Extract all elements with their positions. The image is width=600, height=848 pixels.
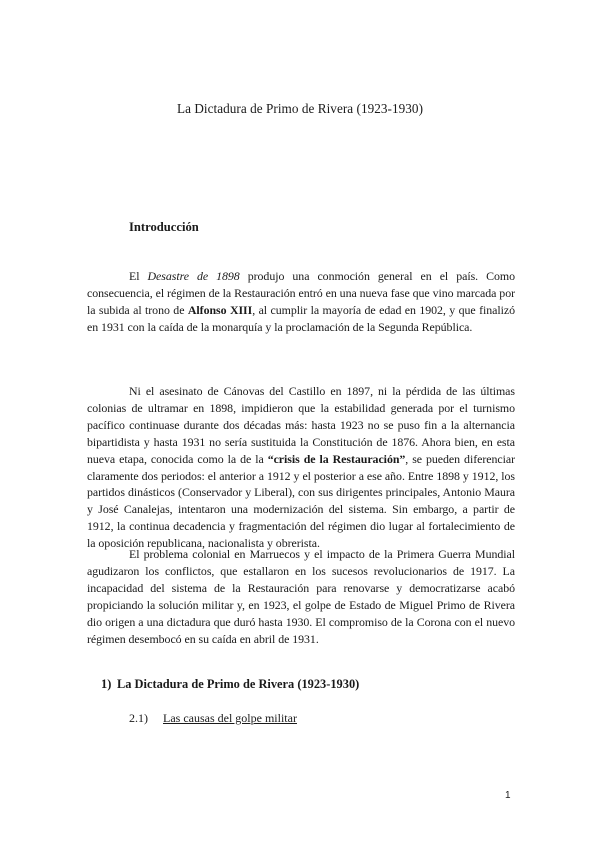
section-number: 1) (101, 677, 112, 691)
section-title: La Dictadura de Primo de Rivera (1923-1930) (117, 677, 360, 691)
paragraph-1-italic: Desastre de 1898 (147, 269, 240, 283)
subsection-heading (129, 711, 297, 726)
paragraph-1-text-a: El (129, 269, 148, 283)
subsection-number: 2.1) (129, 711, 148, 725)
paragraph-2-text-a: Ni el asesinato de Cánovas del Castillo en 1897, ni la pérdida de las últimas colonias de ultramar en 1898, impidieron que la estabilidad generada por el turnismo pacífico continuase durante dos décadas más: hasta 1923 no se puso fin a la alternancia bipartidista y hasta 1931 no sería sustituida la Constitución de 1876. Ahora bien, en esta nueva etapa, conocida como la de la (87, 384, 515, 466)
paragraph-3 (87, 546, 515, 647)
document-title: La Dictadura de Primo de Rivera (1923-1930) (176, 101, 424, 116)
paragraph-1-bold: Alfonso XIII (187, 302, 253, 317)
paragraph-2-bold: “crisis de la Restauración” (267, 451, 406, 466)
paragraph-1 (87, 268, 515, 336)
paragraph-1-text-c: , al cumplir la mayoría de edad en 1902, y que finalizó en 1931 con la caída de la monarquía y la proclamación de la Segunda República. (87, 302, 515, 334)
section-heading (101, 677, 359, 692)
intro-heading: Introducción (129, 220, 199, 234)
paragraph-1-text-b: produjo una conmoción general en el país. Como consecuencia, el régimen de la Restauración entró en una nueva fase que vino marcada por la subida al trono de (87, 269, 515, 317)
paragraph-2-text-b: , se pueden diferenciar claramente dos periodos: el anterior a 1912 y el posterior a ese año. Entre 1898 y 1912, los partidos dinásticos (Conservador y Liberal), con sus dirigentes principales, Antonio Maura y José Canalejas, intentaron una modernización del sistema. Sin embargo, a partir de 1912, la continua decadencia y fragmentación del régimen dio lugar al fortalecimiento de la oposición republicana, nacionalista y obrerista. (87, 451, 515, 551)
subsection-title: Las causas del golpe militar (163, 711, 297, 725)
paragraph-2 (87, 383, 515, 552)
paragraph-3-text: El problema colonial en Marruecos y el impacto de la Primera Guerra Mundial agudizaron los conflictos, que estallaron en los sucesos revolucionarios de 1917. La incapacidad del sistema de la Restauración para renovarse y democratizarse acabó propiciando la solución militar y, en 1923, el golpe de Estado de Miguel Primo de Rivera dio origen a una dictadura que duró hasta 1930. El compromiso de la Corona con el nuevo régimen desembocó en su caída en abril de 1931. (87, 547, 515, 646)
page-number: 1 (505, 790, 511, 801)
